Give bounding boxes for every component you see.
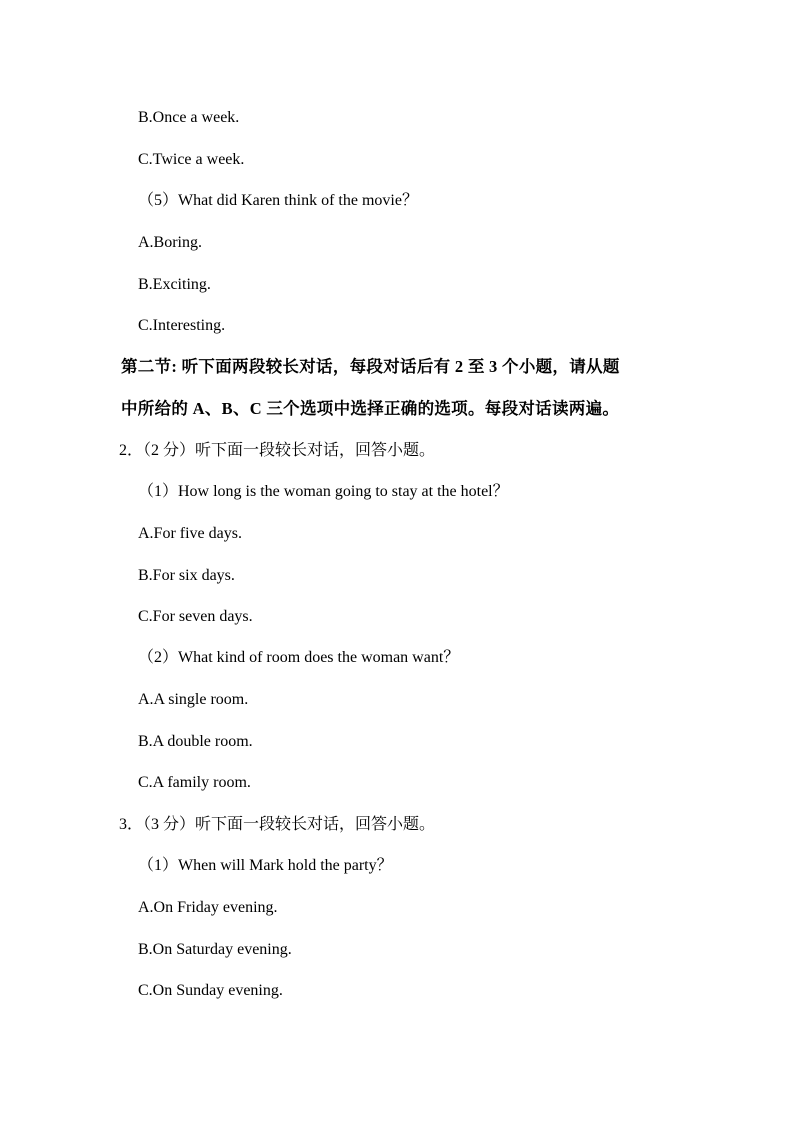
option-a-single-room: A.A single room.: [138, 691, 249, 708]
option-a-five-days: A.For five days.: [138, 525, 242, 542]
option-a-friday-evening: A.On Friday evening.: [138, 899, 278, 916]
option-a-boring: A.Boring.: [138, 234, 202, 251]
option-c-twice-a-week: C.Twice a week.: [138, 151, 245, 168]
option-c-seven-days: C.For seven days.: [138, 608, 253, 625]
option-c-sunday-evening: C.On Sunday evening.: [138, 982, 283, 999]
question-3-header: 3．（3 分）听下面一段较长对话，回答小题。: [119, 816, 436, 833]
question-2-2-kind-of-room: （2）What kind of room does the woman want？: [138, 649, 460, 666]
option-c-family-room: C.A family room.: [138, 774, 251, 791]
question-3-1-mark-party: （1）When will Mark hold the party？: [138, 857, 393, 874]
option-b-six-days: B.For six days.: [138, 567, 235, 584]
option-b-saturday-evening: B.On Saturday evening.: [138, 941, 292, 958]
question-2-header: 2．（2 分）听下面一段较长对话，回答小题。: [119, 442, 436, 459]
option-b-exciting: B.Exciting.: [138, 276, 211, 293]
section-heading-line-2: 中所给的 A、B、C 三个选项中选择正确的选项。每段对话读两遍。: [121, 399, 620, 418]
option-c-interesting: C.Interesting.: [138, 317, 226, 334]
section-heading-line-1: 第二节: 听下面两段较长对话，每段对话后有 2 至 3 个小题，请从题: [121, 357, 620, 376]
option-b-once-a-week: B.Once a week.: [138, 109, 240, 126]
question-5-karen-movie: （5）What did Karen think of the movie？: [138, 192, 418, 209]
question-2-1-stay-hotel: （1）How long is the woman going to stay at the hotel？: [138, 483, 509, 500]
option-b-double-room: B.A double room.: [138, 733, 253, 750]
